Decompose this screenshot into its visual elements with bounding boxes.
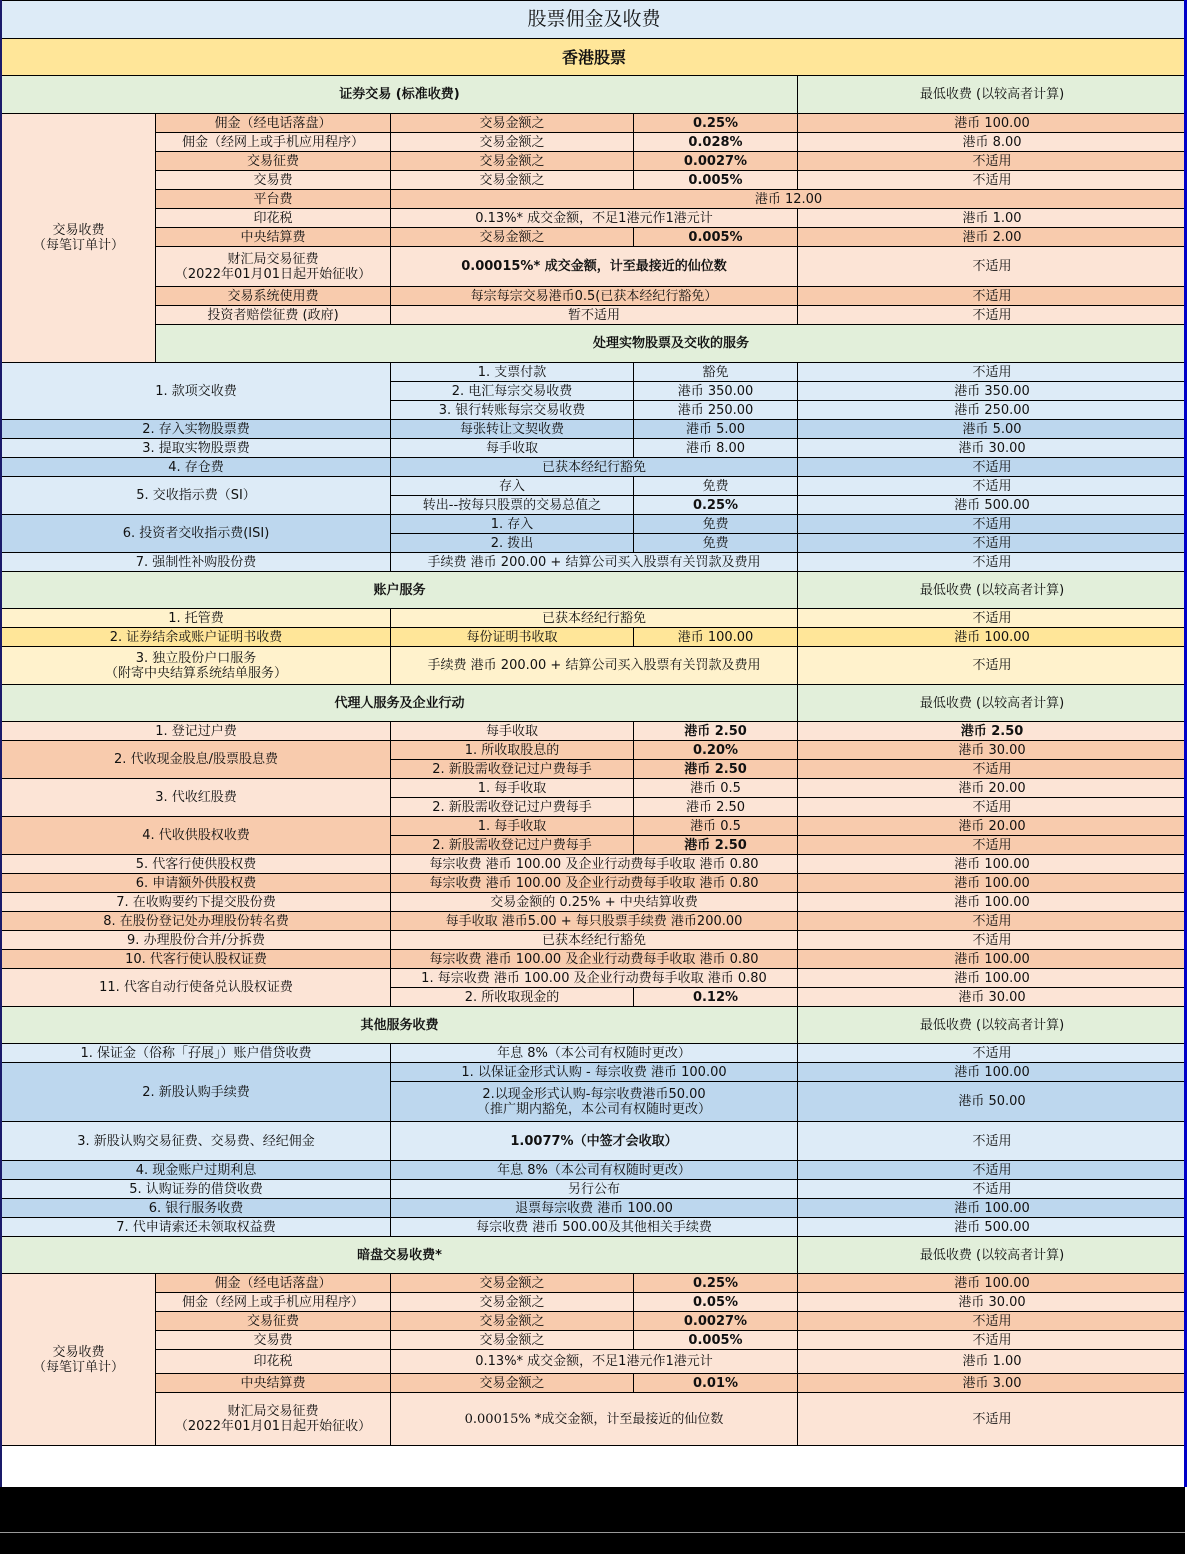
fee-min: 港币 2.50 xyxy=(798,722,1187,741)
service-value: 港币 0.5 xyxy=(634,817,798,836)
service-label: 2. 新股认购手续费 xyxy=(2,1063,391,1122)
section-heading-physical-stock: 处理实物股票及交收的服务 xyxy=(156,325,1187,363)
fee-basis: 交易金额之 xyxy=(391,1312,634,1331)
service-value: 港币 250.00 xyxy=(634,401,798,420)
service-desc: 每手收取 港币5.00 + 每只股票手续费 港币200.00 xyxy=(391,912,798,931)
market-heading: 香港股票 xyxy=(2,39,1187,76)
fee-name: 交易费 xyxy=(156,1331,391,1350)
service-desc: 已获本经纪行豁免 xyxy=(391,931,798,950)
service-value: 0.12% xyxy=(634,988,798,1007)
fee-name: 交易系统使用费 xyxy=(156,287,391,306)
service-sub: 2. 新股需收登记过户费每手 xyxy=(391,760,634,779)
fee-name: 中央结算费 xyxy=(156,228,391,247)
service-label: 2. 证券结余或账户证明书收费 xyxy=(2,628,391,647)
fee-min: 港币 100.00 xyxy=(798,855,1187,874)
service-label: 4. 存仓费 xyxy=(2,458,391,477)
fee-min: 港币 100.00 xyxy=(798,874,1187,893)
service-value: 港币 2.50 xyxy=(634,836,798,855)
fee-min: 不适用 xyxy=(798,1312,1187,1331)
service-value: 港币 2.50 xyxy=(634,760,798,779)
service-label: 3. 代收红股费 xyxy=(2,779,391,817)
fee-min: 港币 30.00 xyxy=(798,1293,1187,1312)
fee-min: 不适用 xyxy=(798,363,1187,382)
trading-fees-group-label: 交易收费 （每笔订单计） xyxy=(2,114,156,363)
service-label: 1. 登记过户费 xyxy=(2,722,391,741)
fee-min: 港币 30.00 xyxy=(798,988,1187,1007)
fee-rate: 0.005% xyxy=(634,228,798,247)
fee-min: 不适用 xyxy=(798,912,1187,931)
service-label: 3. 独立股份户口服务 （附寄中央结算系统结单服务） xyxy=(2,647,391,685)
service-value: 港币 2.50 xyxy=(634,722,798,741)
fee-min: 港币 20.00 xyxy=(798,817,1187,836)
service-desc: 2.以现金形式认购-每宗收费港币50.00 （推广期内豁免，本公司有权随时更改） xyxy=(391,1082,798,1122)
section-heading-grey-market: 暗盘交易收费* xyxy=(2,1237,798,1274)
fee-min: 不适用 xyxy=(798,1180,1187,1199)
fee-min: 港币 350.00 xyxy=(798,382,1187,401)
page-title: 股票佣金及收费 xyxy=(2,1,1187,39)
service-label: 5. 交收指示费（SI） xyxy=(2,477,391,515)
fee-name: 印花税 xyxy=(156,209,391,228)
fee-min: 不适用 xyxy=(798,1122,1187,1161)
fee-basis: 交易金额之 xyxy=(391,1293,634,1312)
service-value: 港币 0.5 xyxy=(634,779,798,798)
fee-rate: 0.05% xyxy=(634,1293,798,1312)
fee-rate: 0.25% xyxy=(634,1274,798,1293)
service-value: 港币 2.50 xyxy=(634,798,798,817)
service-sub: 存入 xyxy=(391,477,634,496)
fee-name: 交易费 xyxy=(156,171,391,190)
service-desc: 每宗收费 港币 500.00及其他相关手续费 xyxy=(391,1218,798,1237)
service-label: 2. 存入实物股票费 xyxy=(2,420,391,439)
service-sub: 1. 支票付款 xyxy=(391,363,634,382)
fee-min: 不适用 xyxy=(798,760,1187,779)
fee-basis: 交易金额之 xyxy=(391,114,634,133)
fee-min: 不适用 xyxy=(798,171,1187,190)
service-value: 港币 100.00 xyxy=(634,628,798,647)
service-value: 港币 8.00 xyxy=(634,439,798,458)
min-fee-header: 最低收费 (以较高者计算) xyxy=(798,76,1187,114)
fee-min: 港币 3.00 xyxy=(798,1374,1187,1393)
fee-min: 不适用 xyxy=(798,609,1187,628)
fee-name: 印花税 xyxy=(156,1350,391,1374)
service-label: 6. 投资者交收指示费(ISI) xyxy=(2,515,391,553)
service-label: 5. 代客行使供股权费 xyxy=(2,855,391,874)
fee-basis: 交易金额之 xyxy=(391,133,634,152)
fee-basis: 交易金额之 xyxy=(391,1274,634,1293)
fee-table xyxy=(1,0,1187,1446)
fee-merged-value: 港币 12.00 xyxy=(391,190,1187,209)
fee-name: 财汇局交易征费 （2022年01月01日起开始征收） xyxy=(156,1393,391,1446)
service-label: 1. 保证金（俗称「孖展」）账户借贷收费 xyxy=(2,1044,391,1063)
fee-min: 不适用 xyxy=(798,1044,1187,1063)
service-desc: 年息 8%（本公司有权随时更改） xyxy=(391,1044,798,1063)
service-label: 9. 办理股份合并/分拆费 xyxy=(2,931,391,950)
service-label: 6. 银行服务收费 xyxy=(2,1199,391,1218)
fee-min: 不适用 xyxy=(798,287,1187,306)
service-sub: 2. 新股需收登记过户费每手 xyxy=(391,836,634,855)
fee-rate: 0.0027% xyxy=(634,1312,798,1331)
service-desc: 手续费 港币 200.00 + 结算公司买入股票有关罚款及费用 xyxy=(391,647,798,685)
min-fee-header: 最低收费 (以较高者计算) xyxy=(798,685,1187,722)
service-desc: 1.0077%（中签才会收取） xyxy=(391,1122,798,1161)
fee-name: 财汇局交易征费 （2022年01月01日起开始征收） xyxy=(156,247,391,287)
service-desc: 另行公布 xyxy=(391,1180,798,1199)
fee-desc: 暂不适用 xyxy=(391,306,798,325)
service-value: 港币 5.00 xyxy=(634,420,798,439)
fee-name: 中央结算费 xyxy=(156,1374,391,1393)
service-sub: 1. 所收取股息的 xyxy=(391,741,634,760)
service-sub: 2. 新股需收登记过户费每手 xyxy=(391,798,634,817)
service-value: 免费 xyxy=(634,477,798,496)
fee-min: 不适用 xyxy=(798,1161,1187,1180)
fee-rate: 0.25% xyxy=(634,114,798,133)
fee-desc: 0.00015% *成交金额，计至最接近的仙位数 xyxy=(391,1393,798,1446)
service-sub: 每张转让文契收费 xyxy=(391,420,634,439)
fee-min: 不适用 xyxy=(798,647,1187,685)
fee-min: 港币 100.00 xyxy=(798,1199,1187,1218)
fee-name: 投资者赔偿征费 (政府) xyxy=(156,306,391,325)
fee-min: 不适用 xyxy=(798,1331,1187,1350)
service-value: 免费 xyxy=(634,534,798,553)
fee-name: 佣金（经网上或手机应用程序） xyxy=(156,1293,391,1312)
fee-min: 不适用 xyxy=(798,247,1187,287)
service-label: 7. 在收购要约下提交股份费 xyxy=(2,893,391,912)
fee-min: 港币 8.00 xyxy=(798,133,1187,152)
service-label: 7. 代申请索还未领取权益费 xyxy=(2,1218,391,1237)
service-label: 10. 代客行使认股权证费 xyxy=(2,950,391,969)
fee-basis: 交易金额之 xyxy=(391,171,634,190)
grey-trading-fees-group-label: 交易收费 （每笔订单计） xyxy=(2,1274,156,1446)
service-value: 0.25% xyxy=(634,496,798,515)
fee-min: 港币 100.00 xyxy=(798,114,1187,133)
service-desc: 退票每宗收费 港币 100.00 xyxy=(391,1199,798,1218)
service-desc: 每宗收费 港币 100.00 及企业行动费每手收取 港币 0.80 xyxy=(391,855,798,874)
fee-min: 港币 1.00 xyxy=(798,1350,1187,1374)
fee-rate: 0.028% xyxy=(634,133,798,152)
fee-min: 港币 30.00 xyxy=(798,439,1187,458)
fee-min: 不适用 xyxy=(798,306,1187,325)
service-label: 3. 新股认购交易征费、交易费、经纪佣金 xyxy=(2,1122,391,1161)
fee-min: 港币 100.00 xyxy=(798,628,1187,647)
fee-min: 港币 1.00 xyxy=(798,209,1187,228)
service-label: 1. 托管费 xyxy=(2,609,391,628)
service-desc: 已获本经纪行豁免 xyxy=(391,609,798,628)
service-desc: 年息 8%（本公司有权随时更改） xyxy=(391,1161,798,1180)
fee-rate: 0.005% xyxy=(634,171,798,190)
service-desc: 手续费 港币 200.00 + 结算公司买入股票有关罚款及费用 xyxy=(391,553,798,572)
fee-basis: 交易金额之 xyxy=(391,228,634,247)
service-sub: 1. 每手收取 xyxy=(391,779,634,798)
service-desc: 1. 每宗收费 港币 100.00 及企业行动费每手收取 港币 0.80 xyxy=(391,969,798,988)
fee-desc: 0.13%* 成交金额，不足1港元作1港元计 xyxy=(391,209,798,228)
fee-min: 不适用 xyxy=(798,534,1187,553)
fee-min: 不适用 xyxy=(798,458,1187,477)
fee-min: 港币 100.00 xyxy=(798,893,1187,912)
fee-rate: 0.0027% xyxy=(634,152,798,171)
service-desc: 每宗收费 港币 100.00 及企业行动费每手收取 港币 0.80 xyxy=(391,874,798,893)
fee-min: 港币 500.00 xyxy=(798,1218,1187,1237)
service-label: 11. 代客自动行使备兑认股权证费 xyxy=(2,969,391,1007)
fee-min: 港币 2.00 xyxy=(798,228,1187,247)
fee-min: 不适用 xyxy=(798,152,1187,171)
fee-min: 不适用 xyxy=(798,1393,1187,1446)
service-label: 1. 款项交收费 xyxy=(2,363,391,420)
fee-desc: 0.13%* 成交金额，不足1港元作1港元计 xyxy=(391,1350,798,1374)
fee-name: 佣金（经电话落盘） xyxy=(156,114,391,133)
fee-name: 佣金（经电话落盘） xyxy=(156,1274,391,1293)
min-fee-header: 最低收费 (以较高者计算) xyxy=(798,572,1187,609)
fee-desc: 0.00015%* 成交金额，计至最接近的仙位数 xyxy=(391,247,798,287)
fee-name: 佣金（经网上或手机应用程序） xyxy=(156,133,391,152)
fee-name: 交易征费 xyxy=(156,152,391,171)
service-label: 7. 强制性补购股份费 xyxy=(2,553,391,572)
fee-min: 港币 100.00 xyxy=(798,950,1187,969)
service-desc: 已获本经纪行豁免 xyxy=(391,458,798,477)
fee-basis: 交易金额之 xyxy=(391,1331,634,1350)
section-heading-account-services: 账户服务 xyxy=(2,572,798,609)
service-label: 8. 在股份登记处办理股份转名费 xyxy=(2,912,391,931)
service-sub: 每手收取 xyxy=(391,439,634,458)
fee-min: 港币 5.00 xyxy=(798,420,1187,439)
fee-min: 港币 20.00 xyxy=(798,779,1187,798)
service-value: 免费 xyxy=(634,515,798,534)
service-sub: 2. 电汇每宗交易收费 xyxy=(391,382,634,401)
fee-min: 港币 100.00 xyxy=(798,969,1187,988)
service-desc: 交易金额的 0.25% + 中央结算收费 xyxy=(391,893,798,912)
service-label: 3. 提取实物股票费 xyxy=(2,439,391,458)
service-value: 0.20% xyxy=(634,741,798,760)
fee-min: 不适用 xyxy=(798,798,1187,817)
fee-name: 平台费 xyxy=(156,190,391,209)
fee-basis: 交易金额之 xyxy=(391,1374,634,1393)
service-sub: 3. 银行转账每宗交易收费 xyxy=(391,401,634,420)
service-label: 6. 申请额外供股权费 xyxy=(2,874,391,893)
fee-min: 不适用 xyxy=(798,836,1187,855)
fee-min: 港币 100.00 xyxy=(798,1274,1187,1293)
fee-basis: 交易金额之 xyxy=(391,152,634,171)
fee-min: 不适用 xyxy=(798,515,1187,534)
min-fee-header: 最低收费 (以较高者计算) xyxy=(798,1007,1187,1044)
left-border xyxy=(0,0,2,1487)
service-value: 豁免 xyxy=(634,363,798,382)
service-sub: 每份证明书收取 xyxy=(391,628,634,647)
fee-min: 港币 30.00 xyxy=(798,741,1187,760)
service-desc: 1. 以保证金形式认购 - 每宗收费 港币 100.00 xyxy=(391,1063,798,1082)
fee-min: 港币 500.00 xyxy=(798,496,1187,515)
fee-min: 不适用 xyxy=(798,553,1187,572)
fee-rate: 0.01% xyxy=(634,1374,798,1393)
fee-min: 不适用 xyxy=(798,477,1187,496)
service-sub: 每手收取 xyxy=(391,722,634,741)
fee-min: 港币 50.00 xyxy=(798,1082,1187,1122)
section-heading-securities-trading: 证券交易 (标准收费) xyxy=(2,76,798,114)
service-sub: 2. 拨出 xyxy=(391,534,634,553)
min-fee-header: 最低收费 (以较高者计算) xyxy=(798,1237,1187,1274)
service-label: 4. 代收供股权收费 xyxy=(2,817,391,855)
black-footer-band xyxy=(0,1487,1185,1554)
footer-divider xyxy=(0,1532,1185,1533)
fee-min: 港币 100.00 xyxy=(798,1063,1187,1082)
fee-name: 交易征费 xyxy=(156,1312,391,1331)
service-label: 2. 代收现金股息/股票股息费 xyxy=(2,741,391,779)
section-heading-nominee-services: 代理人服务及企业行动 xyxy=(2,685,798,722)
service-sub: 1. 存入 xyxy=(391,515,634,534)
fee-min: 不适用 xyxy=(798,931,1187,950)
service-value: 港币 350.00 xyxy=(634,382,798,401)
service-label: 4. 现金账户过期利息 xyxy=(2,1161,391,1180)
service-sub: 转出--按每只股票的交易总值之 xyxy=(391,496,634,515)
fee-desc: 每宗每宗交易港币0.5(已获本经纪行豁免） xyxy=(391,287,798,306)
service-desc: 每宗收费 港币 100.00 及企业行动费每手收取 港币 0.80 xyxy=(391,950,798,969)
service-sub: 2. 所收取现金的 xyxy=(391,988,634,1007)
section-heading-other-services: 其他服务收费 xyxy=(2,1007,798,1044)
service-sub: 1. 每手收取 xyxy=(391,817,634,836)
fee-min: 港币 250.00 xyxy=(798,401,1187,420)
service-label: 5. 认购证券的借贷收费 xyxy=(2,1180,391,1199)
fee-rate: 0.005% xyxy=(634,1331,798,1350)
